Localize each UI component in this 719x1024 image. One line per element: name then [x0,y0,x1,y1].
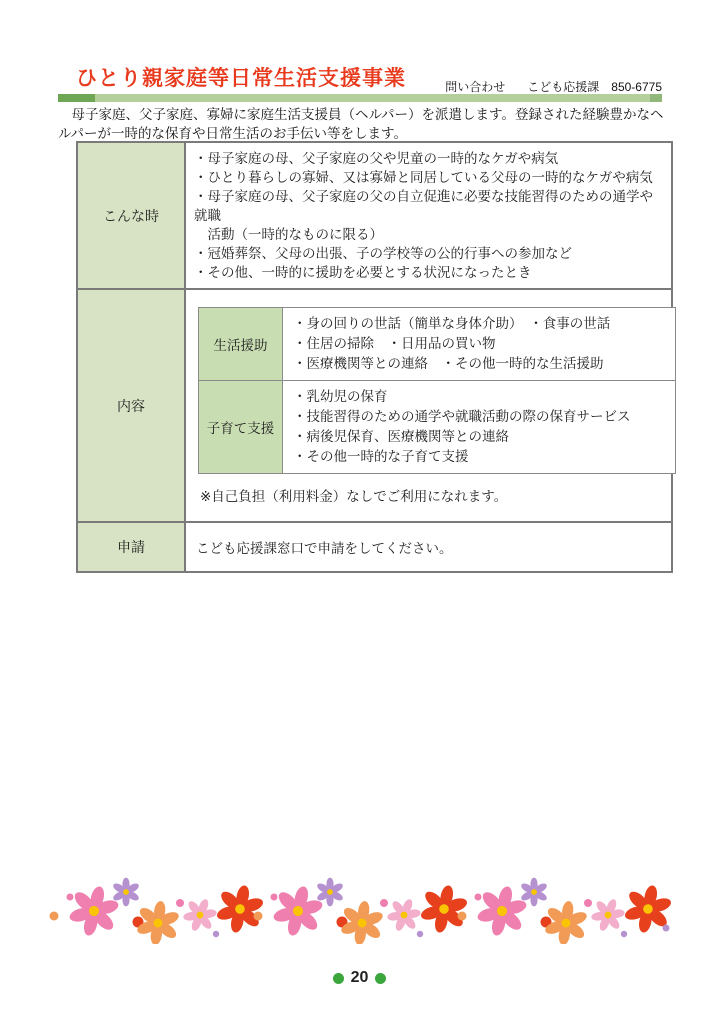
subrow-content-life-support [283,308,675,380]
table-row-application [78,521,671,571]
bullet-line: ・身の回りの世話（簡単な身体介助） ・食事の世話 [293,316,611,331]
contact-department: こども応援課 [527,80,600,94]
flower-icon [472,881,533,942]
flower-icon [64,881,125,942]
program-info-table [76,141,673,573]
flower-icon [416,881,473,938]
subrow-content-childcare-support [283,381,675,473]
page-dot-icon [333,973,344,984]
page-dot-icon [375,973,386,984]
page-number-text: 20 [350,969,369,986]
dot-decor [458,912,467,921]
dot-decor [584,899,592,907]
dot-decor [67,894,74,901]
dot-decor [475,894,482,901]
bullet-line: ・医療機関等との連絡 ・その他一時的な生活援助 [293,356,604,371]
subrow-label-life-support: 生活援助 [199,308,283,380]
flower-icon [586,893,629,937]
application-instruction: こども応援課窓口で申請をしてください。 [196,541,453,556]
contact-phone: 850-6775 [611,80,662,94]
bullet-line: ・病後児保育、医療機関等との連絡 [293,429,509,444]
dot-decor [621,931,627,937]
bullet-line: ・その他一時的な子育て支援 [293,449,469,464]
bullet-line: ・ひとり暮らしの寡婦、又は寡婦と同居している父母の一時的なケガや病気 [194,170,653,185]
bullet-line: ・技能習得のための通学や就職活動の際の保育サービス [293,409,631,424]
subtable-row-childcare-support [199,380,675,473]
table-row-when [78,143,671,288]
bullet-line: ・乳幼児の保育 [293,389,388,404]
contact-label: 問い合わせ [445,80,506,94]
intro-text: 母子家庭、父子家庭、寡婦に家庭生活支援員（ヘルパー）を派遣します。登録された経験豊かなヘルパーが一時的な保育や日常生活のお手伝い等をします。 [58,107,664,141]
row-label-when: こんな時 [78,143,186,288]
row-content-application [186,523,671,571]
table-row-contents [78,288,671,521]
row-content-contents [186,290,671,521]
title-underline-bar [58,94,662,102]
page-number [0,969,719,987]
bullet-line: ・母子家庭の母、父子家庭の父の自立促進に必要な技能習得のための通学や就職 [194,189,653,223]
contents-subtable [198,307,676,474]
bullet-line: ・母子家庭の母、父子家庭の父や児童の一時的なケガや病気 [194,151,559,166]
row-label-contents: 内容 [78,290,186,521]
dot-decor [417,931,423,937]
flower-icon [382,893,425,937]
flower-icon [212,881,269,938]
dot-decor [213,931,219,937]
bullet-line: ・その他、一時的に援助を必要とする状況になったとき [194,265,532,280]
dot-decor [254,912,263,921]
bullet-line: 活動（一時的なものに限る） [194,227,383,242]
dot-decor [380,899,388,907]
fee-note: ※自己負担（利用料金）なしでご利用になれます。 [200,489,508,504]
bullet-line: ・冠婚葬祭、父母の出張、子の学校等の公的行事への参加など [194,246,572,261]
flower-icon [268,881,329,942]
contact-info [445,78,662,95]
row-content-when [186,143,671,288]
row-label-application: 申請 [78,523,186,571]
page-title: ひとり親家庭等日常生活支援事業 [76,67,406,90]
dot-decor [663,925,670,932]
subrow-label-childcare-support: 子育て支援 [199,381,283,473]
flower-icon [178,893,221,937]
flower-border-decoration [48,872,678,944]
dot-decor [176,899,184,907]
dot-decor [271,894,278,901]
bullet-line: ・住居の掃除 ・日用品の買い物 [293,336,496,351]
dot-decor [50,912,59,921]
subtable-row-life-support [199,308,675,380]
